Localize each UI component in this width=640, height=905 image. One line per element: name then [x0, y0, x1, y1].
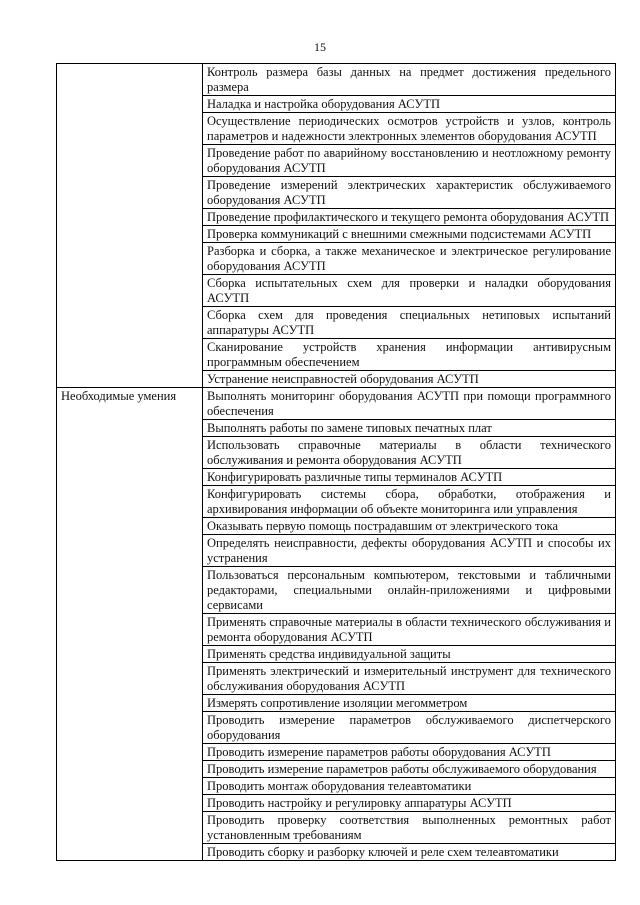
table-cell-item: Проводить настройку и регулировку аппаратуры АСУТП — [203, 795, 616, 812]
requirements-table — [56, 63, 616, 861]
table-cell-item: Проведение работ по аварийному восстановлению и неотложному ремонту оборудования АСУТП — [203, 145, 616, 177]
table-cell-item: Конфигурировать системы сбора, обработки, отображения и архивирования информации об объекте мониторинга или управления — [203, 486, 616, 518]
page-number: 15 — [314, 40, 326, 54]
table-cell-item: Оказывать первую помощь пострадавшим от электрического тока — [203, 518, 616, 535]
table-cell-item: Проводить сборку и разборку ключей и реле схем телеавтоматики — [203, 844, 616, 861]
section-label-empty — [57, 64, 203, 388]
table-cell-item: Проводить измерение параметров работы обслуживаемого оборудования — [203, 761, 616, 778]
table-row — [57, 64, 616, 96]
table-cell-item: Сборка испытательных схем для проверки и наладки оборудования АСУТП — [203, 275, 616, 307]
table-cell-item: Проводить измерение параметров работы оборудования АСУТП — [203, 744, 616, 761]
table-cell-item: Измерять сопротивление изоляции мегомметром — [203, 695, 616, 712]
table-cell-item: Сканирование устройств хранения информации антивирусным программным обеспечением — [203, 339, 616, 371]
table-cell-item: Конфигурировать различные типы терминалов АСУТП — [203, 469, 616, 486]
table-cell-item: Применять электрический и измерительный инструмент для технического обслуживания оборудования АСУТП — [203, 663, 616, 695]
table-cell-item: Контроль размера базы данных на предмет достижения предельного размера — [203, 64, 616, 96]
table-cell-item: Проводить монтаж оборудования телеавтоматики — [203, 778, 616, 795]
table-cell-item: Проводить измерение параметров обслуживаемого диспетчерского оборудования — [203, 712, 616, 744]
table-cell-item: Пользоваться персональным компьютером, текстовыми и табличными редакторами, специальными онлайн-приложениями и цифровыми сервисами — [203, 567, 616, 614]
table-cell-item: Применять справочные материалы в области технического обслуживания и ремонта оборудования АСУТП — [203, 614, 616, 646]
table-cell-item: Выполнять работы по замене типовых печатных плат — [203, 420, 616, 437]
table-row — [57, 388, 616, 420]
table-cell-item: Сборка схем для проведения специальных нетиповых испытаний аппаратуры АСУТП — [203, 307, 616, 339]
table-cell-item: Наладка и настройка оборудования АСУТП — [203, 96, 616, 113]
table-cell-item: Устранение неисправностей оборудования АСУТП — [203, 371, 616, 388]
table-cell-item: Проведение измерений электрических характеристик обслуживаемого оборудования АСУТП — [203, 177, 616, 209]
table-cell-item: Выполнять мониторинг оборудования АСУТП при помощи программного обеспечения — [203, 388, 616, 420]
table-body — [57, 64, 616, 861]
table-cell-item: Проведение профилактического и текущего ремонта оборудования АСУТП — [203, 209, 616, 226]
table-cell-item: Проводить проверку соответствия выполненных ремонтных работ установленным требованиям — [203, 812, 616, 844]
table-cell-item: Определять неисправности, дефекты оборудования АСУТП и способы их устранения — [203, 535, 616, 567]
table-cell-item: Проверка коммуникаций с внешними смежными подсистемами АСУТП — [203, 226, 616, 243]
table-cell-item: Разборка и сборка, а также механическое и электрическое регулирование оборудования АСУТП — [203, 243, 616, 275]
table-cell-item: Использовать справочные материалы в области технического обслуживания и ремонта оборудования АСУТП — [203, 437, 616, 469]
table-cell-item: Осуществление периодических осмотров устройств и узлов, контроль параметров и надежности электронных элементов оборудования АСУТП — [203, 113, 616, 145]
section-label-skills: Необходимые умения — [57, 388, 203, 861]
table-cell-item: Применять средства индивидуальной защиты — [203, 646, 616, 663]
